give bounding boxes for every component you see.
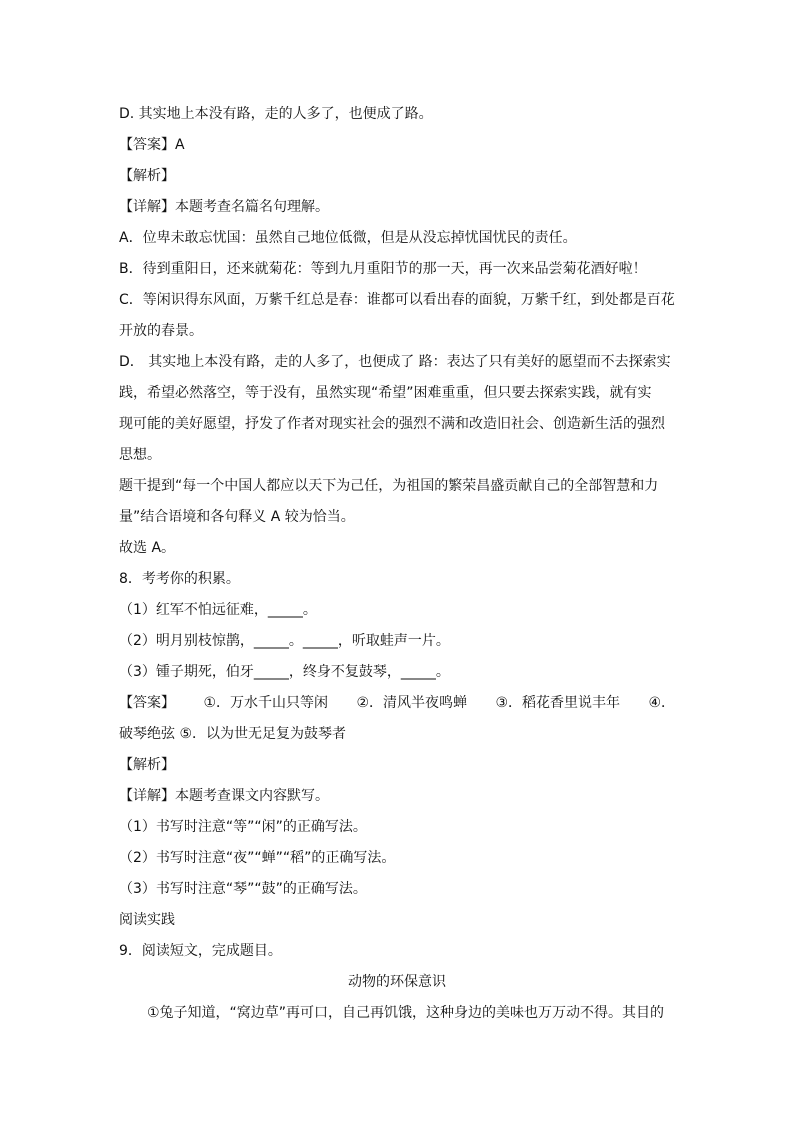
question-8-title: 8．考考你的积累。 — [119, 571, 240, 587]
question-8-item-2: （2）明月别枝惊鹊，_____。_____，听取蛙声一片。 — [119, 633, 450, 649]
passage-title: 动物的环保意识 — [348, 974, 446, 990]
question-9-title: 9．阅读短文，完成题目。 — [119, 943, 282, 959]
writing-note-3: （3）书写时注意“琴”“鼓”的正确写法。 — [119, 881, 367, 897]
option-d-line: D. 其实地上本没有路，走的人多了，也便成了路。 — [119, 106, 433, 122]
explanation-d: D． 其实地上本没有路，走的人多了，也便成了 路：表达了只有美好的愿望而不去探索实 — [119, 354, 671, 370]
analysis-heading: 【解析】 — [119, 168, 175, 184]
section-heading: 阅读实践 — [119, 912, 175, 928]
answer-8-a2: ②．清风半夜鸣蝉 — [356, 695, 467, 711]
detail-heading-2: 【详解】本题考查课文内容默写。 — [119, 788, 329, 804]
question-8-answer-cont: 破琴绝弦 ⑤．以为世无足复为鼓琴者 — [119, 726, 347, 742]
stem-note-cont: 量”结合语境和各句释义 A 较为恰当。 — [119, 509, 355, 525]
explanation-a: A．位卑未敢忘忧国：虽然自己地位低微，但是从没忘掉忧国忧民的责任。 — [119, 230, 577, 246]
answer-8-label: 【答案】 — [119, 695, 175, 711]
explanation-d-cont2: 现可能的美好愿望，抒发了作者对现实社会的强烈不满和改造旧社会、创造新生活的强烈 — [119, 416, 665, 432]
answer-8-a1: ①．万水千山只等闲 — [203, 695, 328, 711]
explanation-c-cont: 开放的春景。 — [119, 323, 203, 339]
choice-result: 故选 A。 — [119, 540, 176, 556]
writing-note-2: （2）书写时注意“夜”“蝉”“稻”的正确写法。 — [119, 850, 396, 866]
question-8-item-1: （1）红军不怕远征难，_____。 — [119, 602, 317, 618]
explanation-d-cont1: 践，希望必然落空，等于没有，虽然实现“希望”困难重重，但只要去探索实践，就有实 — [119, 385, 652, 401]
explanation-c: C．等闲识得东风面，万紫千红总是春：谁都可以看出春的面貌，万紫千红，到处都是百花 — [119, 292, 675, 308]
passage-paragraph-1: ①兔子知道，“窝边草”再可口，自己再饥饿，这种身边的美味也万万动不得。其目的 — [147, 1005, 665, 1021]
writing-note-1: （1）书写时注意“等”“闲”的正确写法。 — [119, 819, 367, 835]
answer-8-a4: ④． — [648, 695, 675, 711]
question-8-answer-row — [119, 688, 675, 719]
analysis-heading-2: 【解析】 — [119, 757, 175, 773]
question-8-item-3: （3）锺子期死，伯牙_____，终身不复鼓琴，_____。 — [119, 664, 450, 680]
stem-note: 题干提到“每一个中国人都应以天下为己任，为祖国的繁荣昌盛贡献自己的全部智慧和力 — [119, 478, 659, 494]
explanation-d-cont3: 思想。 — [119, 447, 161, 463]
document-page — [119, 99, 675, 1029]
explanation-b: B．待到重阳日，还来就菊花：等到九月重阳节的那一天，再一次来品尝菊花酒好啦！ — [119, 261, 647, 277]
answer-label: 【答案】A — [119, 137, 185, 153]
detail-heading: 【详解】本题考查名篇名句理解。 — [119, 199, 329, 215]
answer-8-a3: ③．稻花香里说丰年 — [495, 695, 620, 711]
